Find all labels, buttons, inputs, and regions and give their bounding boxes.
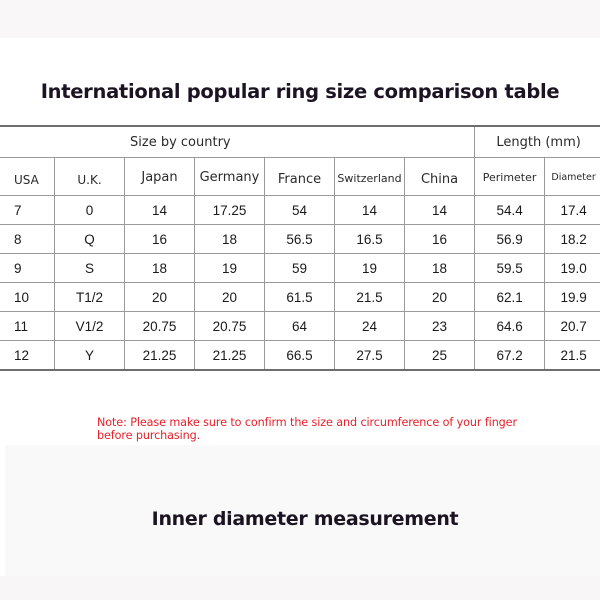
cell-china: 25 [405, 341, 475, 371]
cell-uk: 0 [55, 196, 125, 225]
cell-uk: T1/2 [55, 283, 125, 312]
page-title: International popular ring size comparison table [40, 80, 560, 103]
cell-switzerland: 27.5 [335, 341, 405, 371]
purchase-note: Note: Please make sure to confirm the size and circumference of your finger before purchasing. [97, 416, 517, 442]
cell-china: 20 [405, 283, 475, 312]
cell-china: 18 [405, 254, 475, 283]
cell-uk: V1/2 [55, 312, 125, 341]
column-header-japan: Japan [125, 158, 195, 196]
table-row [0, 254, 600, 283]
cell-china: 23 [405, 312, 475, 341]
cell-usa: 9 [0, 254, 55, 283]
cell-diameter: 20.7 [545, 312, 600, 341]
cell-france: 61.5 [265, 283, 335, 312]
cell-germany: 18 [195, 225, 265, 254]
column-header-france: France [265, 158, 335, 196]
cell-france: 54 [265, 196, 335, 225]
cell-japan: 18 [125, 254, 195, 283]
cell-usa: 12 [0, 341, 55, 371]
group-header-row [0, 126, 600, 158]
cell-france: 66.5 [265, 341, 335, 371]
cell-switzerland: 14 [335, 196, 405, 225]
cell-diameter: 19.9 [545, 283, 600, 312]
table-row [0, 225, 600, 254]
cell-japan: 21.25 [125, 341, 195, 371]
cell-china: 14 [405, 196, 475, 225]
cell-usa: 7 [0, 196, 55, 225]
column-header-uk: U.K. [55, 158, 125, 196]
table-row [0, 312, 600, 341]
cell-perimeter: 62.1 [475, 283, 545, 312]
column-header-switzerland: Switzerland [335, 158, 405, 196]
column-header-usa: USA [0, 158, 55, 196]
section-subtitle: Inner diameter measurement [151, 508, 459, 530]
cell-diameter: 17.4 [545, 196, 600, 225]
cell-france: 64 [265, 312, 335, 341]
cell-germany: 17.25 [195, 196, 265, 225]
cell-uk: S [55, 254, 125, 283]
cell-perimeter: 56.9 [475, 225, 545, 254]
cell-switzerland: 24 [335, 312, 405, 341]
cell-usa: 8 [0, 225, 55, 254]
cell-france: 56.5 [265, 225, 335, 254]
cell-switzerland: 19 [335, 254, 405, 283]
column-header-germany: Germany [195, 158, 265, 196]
cell-germany: 21.25 [195, 341, 265, 371]
column-header-perimeter: Perimeter [475, 158, 545, 196]
column-header-diameter: Diameter [545, 158, 600, 196]
cell-germany: 20 [195, 283, 265, 312]
cell-uk: Q [55, 225, 125, 254]
group-header-size-by-country: Size by country [0, 126, 475, 158]
cell-japan: 14 [125, 196, 195, 225]
top-band [0, 0, 600, 38]
cell-switzerland: 16.5 [335, 225, 405, 254]
cell-perimeter: 64.6 [475, 312, 545, 341]
cell-france: 59 [265, 254, 335, 283]
cell-china: 16 [405, 225, 475, 254]
cell-diameter: 21.5 [545, 341, 600, 371]
cell-diameter: 18.2 [545, 225, 600, 254]
table-row [0, 283, 600, 312]
table-row [0, 196, 600, 225]
cell-japan: 20 [125, 283, 195, 312]
cell-perimeter: 59.5 [475, 254, 545, 283]
column-header-china: China [405, 158, 475, 196]
cell-uk: Y [55, 341, 125, 371]
bottom-band [0, 576, 600, 600]
cell-germany: 19 [195, 254, 265, 283]
cell-germany: 20.75 [195, 312, 265, 341]
cell-perimeter: 67.2 [475, 341, 545, 371]
cell-diameter: 19.0 [545, 254, 600, 283]
cell-usa: 10 [0, 283, 55, 312]
cell-japan: 20.75 [125, 312, 195, 341]
table-row [0, 341, 600, 371]
ring-size-table [0, 125, 600, 371]
cell-switzerland: 21.5 [335, 283, 405, 312]
cell-japan: 16 [125, 225, 195, 254]
column-header-row [0, 158, 600, 196]
cell-perimeter: 54.4 [475, 196, 545, 225]
cell-usa: 11 [0, 312, 55, 341]
group-header-length: Length (mm) [475, 126, 600, 158]
